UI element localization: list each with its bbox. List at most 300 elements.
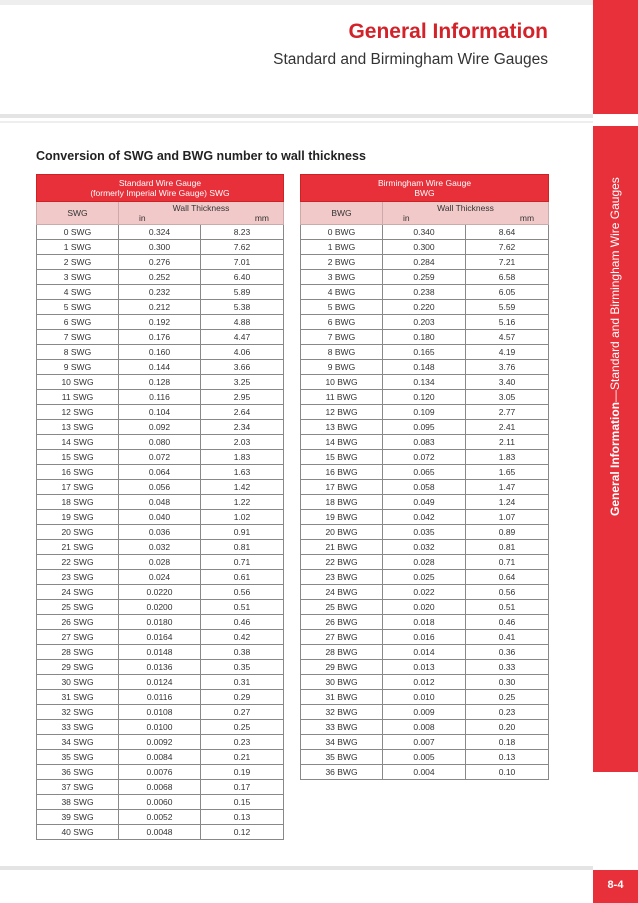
inch-cell: 0.005 bbox=[383, 750, 466, 765]
inch-cell: 0.192 bbox=[119, 315, 201, 330]
gauge-cell: 19 BWG bbox=[301, 510, 383, 525]
inch-cell: 0.160 bbox=[119, 345, 201, 360]
mm-cell: 4.57 bbox=[466, 330, 549, 345]
mm-cell: 2.11 bbox=[466, 435, 549, 450]
mm-cell: 0.42 bbox=[201, 630, 284, 645]
inch-cell: 0.008 bbox=[383, 720, 466, 735]
gauge-cell: 9 SWG bbox=[37, 360, 119, 375]
gauge-cell: 8 SWG bbox=[37, 345, 119, 360]
table-row bbox=[301, 645, 549, 660]
table-row bbox=[37, 795, 284, 810]
mm-cell: 0.81 bbox=[201, 540, 284, 555]
table-row bbox=[301, 465, 549, 480]
gauge-cell: 3 BWG bbox=[301, 270, 383, 285]
table-row bbox=[37, 825, 284, 840]
table-row bbox=[37, 720, 284, 735]
inch-cell: 0.040 bbox=[119, 510, 201, 525]
gauge-cell: 4 BWG bbox=[301, 285, 383, 300]
inch-cell: 0.025 bbox=[383, 570, 466, 585]
gauge-cell: 14 SWG bbox=[37, 435, 119, 450]
gauge-cell: 7 BWG bbox=[301, 330, 383, 345]
inch-cell: 0.212 bbox=[119, 300, 201, 315]
table-row bbox=[301, 675, 549, 690]
table-row bbox=[301, 615, 549, 630]
bwg-table-body bbox=[301, 225, 549, 780]
inch-cell: 0.276 bbox=[119, 255, 201, 270]
table-row bbox=[301, 705, 549, 720]
inch-cell: 0.028 bbox=[119, 555, 201, 570]
gauge-cell: 0 SWG bbox=[37, 225, 119, 240]
gauge-cell: 4 SWG bbox=[37, 285, 119, 300]
table-row bbox=[301, 510, 549, 525]
gauge-cell: 11 BWG bbox=[301, 390, 383, 405]
gauge-cell: 6 BWG bbox=[301, 315, 383, 330]
gauge-cell: 22 BWG bbox=[301, 555, 383, 570]
table-row bbox=[37, 405, 284, 420]
inch-cell: 0.324 bbox=[119, 225, 201, 240]
mm-cell: 0.61 bbox=[201, 570, 284, 585]
gauge-cell: 37 SWG bbox=[37, 780, 119, 795]
gauge-cell: 18 BWG bbox=[301, 495, 383, 510]
inch-cell: 0.134 bbox=[383, 375, 466, 390]
table-row bbox=[37, 495, 284, 510]
side-tab-top bbox=[593, 0, 638, 114]
mm-cell: 0.36 bbox=[466, 645, 549, 660]
table-row bbox=[37, 660, 284, 675]
inch-cell: 0.010 bbox=[383, 690, 466, 705]
mm-cell: 3.40 bbox=[466, 375, 549, 390]
mm-cell: 1.02 bbox=[201, 510, 284, 525]
mm-cell: 0.18 bbox=[466, 735, 549, 750]
table-row bbox=[301, 375, 549, 390]
swg-table bbox=[36, 174, 284, 840]
inch-cell: 0.016 bbox=[383, 630, 466, 645]
mm-cell: 0.29 bbox=[201, 690, 284, 705]
mm-cell: 7.21 bbox=[466, 255, 549, 270]
mm-cell: 0.35 bbox=[201, 660, 284, 675]
page-title: General Information bbox=[348, 20, 548, 43]
gauge-cell: 21 BWG bbox=[301, 540, 383, 555]
table-row bbox=[37, 285, 284, 300]
inch-cell: 0.0076 bbox=[119, 765, 201, 780]
mm-cell: 1.07 bbox=[466, 510, 549, 525]
mm-cell: 6.58 bbox=[466, 270, 549, 285]
gauge-cell: 34 BWG bbox=[301, 735, 383, 750]
section-heading: Conversion of SWG and BWG number to wall thickness bbox=[36, 149, 366, 163]
inch-cell: 0.238 bbox=[383, 285, 466, 300]
mm-cell: 0.10 bbox=[466, 765, 549, 780]
mm-cell: 3.66 bbox=[201, 360, 284, 375]
gauge-cell: 5 BWG bbox=[301, 300, 383, 315]
inch-cell: 0.0180 bbox=[119, 615, 201, 630]
gauge-cell: 36 BWG bbox=[301, 765, 383, 780]
gauge-cell: 28 SWG bbox=[37, 645, 119, 660]
mm-cell: 5.89 bbox=[201, 285, 284, 300]
gauge-cell: 24 BWG bbox=[301, 585, 383, 600]
inch-cell: 0.007 bbox=[383, 735, 466, 750]
table-row bbox=[37, 705, 284, 720]
gauge-cell: 29 BWG bbox=[301, 660, 383, 675]
inch-cell: 0.012 bbox=[383, 675, 466, 690]
inch-cell: 0.022 bbox=[383, 585, 466, 600]
mm-cell: 3.05 bbox=[466, 390, 549, 405]
inch-cell: 0.259 bbox=[383, 270, 466, 285]
header-divider bbox=[0, 114, 593, 118]
gauge-cell: 10 SWG bbox=[37, 375, 119, 390]
table-row bbox=[301, 345, 549, 360]
inch-cell: 0.0108 bbox=[119, 705, 201, 720]
mm-cell: 0.41 bbox=[466, 630, 549, 645]
gauge-cell: 30 SWG bbox=[37, 675, 119, 690]
table-row bbox=[301, 285, 549, 300]
mm-cell: 6.05 bbox=[466, 285, 549, 300]
gauge-cell: 26 BWG bbox=[301, 615, 383, 630]
inch-cell: 0.032 bbox=[119, 540, 201, 555]
footer-divider bbox=[0, 866, 593, 870]
mm-cell: 0.91 bbox=[201, 525, 284, 540]
gauge-cell: 13 SWG bbox=[37, 420, 119, 435]
table-row bbox=[301, 690, 549, 705]
gauge-cell: 34 SWG bbox=[37, 735, 119, 750]
inch-cell: 0.180 bbox=[383, 330, 466, 345]
gauge-cell: 1 SWG bbox=[37, 240, 119, 255]
mm-cell: 0.33 bbox=[466, 660, 549, 675]
gauge-cell: 22 SWG bbox=[37, 555, 119, 570]
inch-cell: 0.072 bbox=[119, 450, 201, 465]
inch-cell: 0.0148 bbox=[119, 645, 201, 660]
bwg-col-wall: Wall Thickness in mm bbox=[383, 202, 549, 225]
table-row bbox=[37, 420, 284, 435]
table-row bbox=[301, 540, 549, 555]
gauge-cell: 31 SWG bbox=[37, 690, 119, 705]
table-row bbox=[37, 345, 284, 360]
inch-cell: 0.024 bbox=[119, 570, 201, 585]
gauge-cell: 33 SWG bbox=[37, 720, 119, 735]
table-row bbox=[301, 390, 549, 405]
inch-cell: 0.0100 bbox=[119, 720, 201, 735]
mm-cell: 2.03 bbox=[201, 435, 284, 450]
mm-cell: 0.51 bbox=[466, 600, 549, 615]
mm-cell: 0.12 bbox=[201, 825, 284, 840]
gauge-cell: 9 BWG bbox=[301, 360, 383, 375]
inch-cell: 0.340 bbox=[383, 225, 466, 240]
inch-cell: 0.0116 bbox=[119, 690, 201, 705]
gauge-cell: 40 SWG bbox=[37, 825, 119, 840]
gauge-cell: 0 BWG bbox=[301, 225, 383, 240]
table-row bbox=[37, 570, 284, 585]
inch-cell: 0.042 bbox=[383, 510, 466, 525]
gauge-cell: 15 SWG bbox=[37, 450, 119, 465]
table-row bbox=[301, 420, 549, 435]
gauge-cell: 27 SWG bbox=[37, 630, 119, 645]
mm-cell: 2.41 bbox=[466, 420, 549, 435]
inch-cell: 0.0124 bbox=[119, 675, 201, 690]
gauge-cell: 38 SWG bbox=[37, 795, 119, 810]
table-row bbox=[301, 405, 549, 420]
inch-cell: 0.0092 bbox=[119, 735, 201, 750]
inch-cell: 0.220 bbox=[383, 300, 466, 315]
table-row bbox=[37, 750, 284, 765]
mm-cell: 0.13 bbox=[201, 810, 284, 825]
table-row bbox=[37, 525, 284, 540]
inch-cell: 0.058 bbox=[383, 480, 466, 495]
gauge-cell: 12 BWG bbox=[301, 405, 383, 420]
mm-cell: 0.23 bbox=[201, 735, 284, 750]
gauge-cell: 2 SWG bbox=[37, 255, 119, 270]
mm-cell: 0.51 bbox=[201, 600, 284, 615]
table-row bbox=[37, 360, 284, 375]
table-row bbox=[301, 720, 549, 735]
gauge-cell: 14 BWG bbox=[301, 435, 383, 450]
mm-cell: 4.06 bbox=[201, 345, 284, 360]
table-row bbox=[301, 300, 549, 315]
gauge-cell: 28 BWG bbox=[301, 645, 383, 660]
table-row bbox=[301, 255, 549, 270]
gauge-cell: 17 SWG bbox=[37, 480, 119, 495]
inch-cell: 0.095 bbox=[383, 420, 466, 435]
table-row bbox=[37, 375, 284, 390]
table-row bbox=[37, 300, 284, 315]
swg-col-wall: Wall Thickness in mm bbox=[119, 202, 284, 225]
mm-cell: 3.25 bbox=[201, 375, 284, 390]
inch-cell: 0.0052 bbox=[119, 810, 201, 825]
gauge-cell: 6 SWG bbox=[37, 315, 119, 330]
table-row bbox=[37, 810, 284, 825]
gauge-cell: 26 SWG bbox=[37, 615, 119, 630]
mm-cell: 0.17 bbox=[201, 780, 284, 795]
gauge-cell: 33 BWG bbox=[301, 720, 383, 735]
table-row bbox=[301, 750, 549, 765]
gauge-cell: 20 SWG bbox=[37, 525, 119, 540]
mm-cell: 0.31 bbox=[201, 675, 284, 690]
inch-cell: 0.065 bbox=[383, 465, 466, 480]
inch-cell: 0.300 bbox=[383, 240, 466, 255]
mm-cell: 5.38 bbox=[201, 300, 284, 315]
gauge-cell: 25 BWG bbox=[301, 600, 383, 615]
table-row bbox=[301, 555, 549, 570]
table-row bbox=[37, 645, 284, 660]
table-row bbox=[37, 600, 284, 615]
gauge-cell: 12 SWG bbox=[37, 405, 119, 420]
mm-cell: 8.64 bbox=[466, 225, 549, 240]
mm-cell: 1.63 bbox=[201, 465, 284, 480]
mm-cell: 1.65 bbox=[466, 465, 549, 480]
table-row bbox=[37, 255, 284, 270]
table-row bbox=[301, 585, 549, 600]
mm-cell: 1.42 bbox=[201, 480, 284, 495]
inch-cell: 0.300 bbox=[119, 240, 201, 255]
table-row bbox=[37, 480, 284, 495]
table-row bbox=[37, 240, 284, 255]
table-row bbox=[301, 450, 549, 465]
gauge-cell: 10 BWG bbox=[301, 375, 383, 390]
table-row bbox=[301, 480, 549, 495]
table-row bbox=[37, 765, 284, 780]
inch-cell: 0.104 bbox=[119, 405, 201, 420]
table-row bbox=[37, 390, 284, 405]
inch-cell: 0.284 bbox=[383, 255, 466, 270]
inch-cell: 0.0068 bbox=[119, 780, 201, 795]
table-row bbox=[37, 225, 284, 240]
mm-cell: 0.81 bbox=[466, 540, 549, 555]
table-row bbox=[301, 600, 549, 615]
gauge-cell: 7 SWG bbox=[37, 330, 119, 345]
table-row bbox=[301, 765, 549, 780]
table-row bbox=[301, 270, 549, 285]
gauge-cell: 19 SWG bbox=[37, 510, 119, 525]
mm-cell: 0.27 bbox=[201, 705, 284, 720]
mm-cell: 0.25 bbox=[201, 720, 284, 735]
table-row bbox=[37, 330, 284, 345]
inch-cell: 0.128 bbox=[119, 375, 201, 390]
mm-cell: 0.13 bbox=[466, 750, 549, 765]
inch-cell: 0.018 bbox=[383, 615, 466, 630]
table-row bbox=[301, 435, 549, 450]
header-divider-thin bbox=[0, 121, 593, 123]
page-subtitle: Standard and Birmingham Wire Gauges bbox=[273, 51, 548, 68]
inch-cell: 0.203 bbox=[383, 315, 466, 330]
inch-cell: 0.148 bbox=[383, 360, 466, 375]
gauge-cell: 23 BWG bbox=[301, 570, 383, 585]
gauge-cell: 27 BWG bbox=[301, 630, 383, 645]
inch-cell: 0.020 bbox=[383, 600, 466, 615]
inch-cell: 0.0136 bbox=[119, 660, 201, 675]
mm-cell: 0.56 bbox=[466, 585, 549, 600]
inch-cell: 0.0048 bbox=[119, 825, 201, 840]
mm-cell: 8.23 bbox=[201, 225, 284, 240]
mm-cell: 1.24 bbox=[466, 495, 549, 510]
table-row bbox=[37, 435, 284, 450]
table-row bbox=[37, 690, 284, 705]
inch-cell: 0.004 bbox=[383, 765, 466, 780]
table-row bbox=[37, 270, 284, 285]
mm-cell: 2.77 bbox=[466, 405, 549, 420]
inch-cell: 0.013 bbox=[383, 660, 466, 675]
mm-cell: 3.76 bbox=[466, 360, 549, 375]
gauge-cell: 2 BWG bbox=[301, 255, 383, 270]
inch-cell: 0.080 bbox=[119, 435, 201, 450]
gauge-cell: 16 BWG bbox=[301, 465, 383, 480]
table-row bbox=[301, 570, 549, 585]
inch-cell: 0.064 bbox=[119, 465, 201, 480]
inch-cell: 0.0220 bbox=[119, 585, 201, 600]
mm-cell: 0.19 bbox=[201, 765, 284, 780]
bwg-table-title: Birmingham Wire Gauge BWG bbox=[301, 175, 549, 202]
mm-cell: 7.01 bbox=[201, 255, 284, 270]
mm-cell: 4.19 bbox=[466, 345, 549, 360]
mm-cell: 2.34 bbox=[201, 420, 284, 435]
inch-cell: 0.035 bbox=[383, 525, 466, 540]
table-row bbox=[37, 615, 284, 630]
mm-cell: 1.47 bbox=[466, 480, 549, 495]
table-row bbox=[37, 735, 284, 750]
swg-col-gauge: SWG bbox=[37, 202, 119, 225]
table-row bbox=[37, 510, 284, 525]
inch-cell: 0.0084 bbox=[119, 750, 201, 765]
gauge-cell: 35 BWG bbox=[301, 750, 383, 765]
side-tab-label: General Information—Standard and Birmingham Wire Gauges bbox=[608, 177, 622, 516]
mm-cell: 0.15 bbox=[201, 795, 284, 810]
gauge-cell: 16 SWG bbox=[37, 465, 119, 480]
mm-cell: 1.83 bbox=[201, 450, 284, 465]
gauge-cell: 21 SWG bbox=[37, 540, 119, 555]
bwg-table bbox=[300, 174, 549, 780]
table-row bbox=[301, 525, 549, 540]
inch-cell: 0.014 bbox=[383, 645, 466, 660]
gauge-cell: 39 SWG bbox=[37, 810, 119, 825]
table-row bbox=[37, 630, 284, 645]
inch-cell: 0.083 bbox=[383, 435, 466, 450]
top-stripe bbox=[0, 0, 593, 5]
mm-cell: 7.62 bbox=[466, 240, 549, 255]
gauge-cell: 13 BWG bbox=[301, 420, 383, 435]
gauge-cell: 23 SWG bbox=[37, 570, 119, 585]
gauge-cell: 5 SWG bbox=[37, 300, 119, 315]
gauge-cell: 35 SWG bbox=[37, 750, 119, 765]
inch-cell: 0.048 bbox=[119, 495, 201, 510]
mm-cell: 0.20 bbox=[466, 720, 549, 735]
mm-cell: 0.71 bbox=[201, 555, 284, 570]
gauge-cell: 18 SWG bbox=[37, 495, 119, 510]
mm-cell: 0.38 bbox=[201, 645, 284, 660]
mm-cell: 0.46 bbox=[466, 615, 549, 630]
mm-cell: 0.25 bbox=[466, 690, 549, 705]
gauge-cell: 15 BWG bbox=[301, 450, 383, 465]
inch-cell: 0.165 bbox=[383, 345, 466, 360]
table-row bbox=[301, 735, 549, 750]
table-row bbox=[301, 630, 549, 645]
inch-cell: 0.056 bbox=[119, 480, 201, 495]
table-row bbox=[301, 495, 549, 510]
table-row bbox=[37, 675, 284, 690]
inch-cell: 0.109 bbox=[383, 405, 466, 420]
inch-cell: 0.144 bbox=[119, 360, 201, 375]
inch-cell: 0.092 bbox=[119, 420, 201, 435]
mm-cell: 5.59 bbox=[466, 300, 549, 315]
gauge-cell: 17 BWG bbox=[301, 480, 383, 495]
swg-table-body bbox=[37, 225, 284, 840]
table-row bbox=[301, 360, 549, 375]
table-row bbox=[37, 465, 284, 480]
gauge-cell: 30 BWG bbox=[301, 675, 383, 690]
mm-cell: 0.56 bbox=[201, 585, 284, 600]
inch-cell: 0.072 bbox=[383, 450, 466, 465]
gauge-cell: 32 BWG bbox=[301, 705, 383, 720]
table-row bbox=[301, 240, 549, 255]
gauge-cell: 31 BWG bbox=[301, 690, 383, 705]
table-row bbox=[37, 450, 284, 465]
inch-cell: 0.0164 bbox=[119, 630, 201, 645]
page-number: 8-4 bbox=[593, 870, 638, 903]
mm-cell: 2.64 bbox=[201, 405, 284, 420]
gauge-cell: 20 BWG bbox=[301, 525, 383, 540]
gauge-cell: 24 SWG bbox=[37, 585, 119, 600]
mm-cell: 0.46 bbox=[201, 615, 284, 630]
gauge-cell: 25 SWG bbox=[37, 600, 119, 615]
mm-cell: 1.22 bbox=[201, 495, 284, 510]
gauge-cell: 3 SWG bbox=[37, 270, 119, 285]
mm-cell: 0.71 bbox=[466, 555, 549, 570]
mm-cell: 1.83 bbox=[466, 450, 549, 465]
inch-cell: 0.036 bbox=[119, 525, 201, 540]
inch-cell: 0.116 bbox=[119, 390, 201, 405]
inch-cell: 0.0200 bbox=[119, 600, 201, 615]
table-row bbox=[301, 660, 549, 675]
mm-cell: 6.40 bbox=[201, 270, 284, 285]
table-row bbox=[37, 315, 284, 330]
table-row bbox=[301, 315, 549, 330]
gauge-cell: 32 SWG bbox=[37, 705, 119, 720]
